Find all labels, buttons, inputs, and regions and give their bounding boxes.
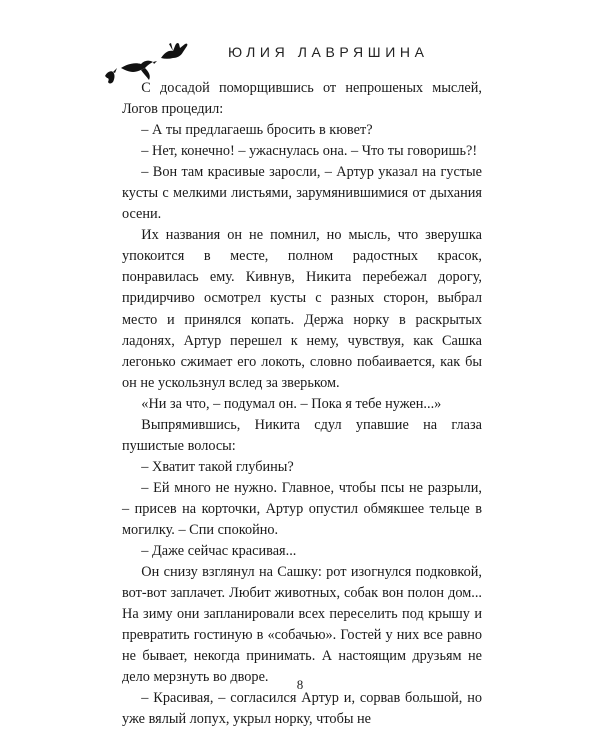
paragraph: Их названия он не помнил, но мысль, что зверушка упокоится в месте, полном радостных красок, понравилась ему. Кивнув, Никита перебежал дорогу, придирчиво осмотрел кусты с разных сторон, выбрал место и принялся копать. Держа норку в раскрытых ладонях, Артур перешел к нему, чувствуя, как Сашка легонько сжимает его локоть, словно побаивается, как бы он не ускользнул вслед за зверьком. <box>122 227 482 391</box>
paragraph: С досадой поморщившись от непрошеных мыслей, Логов процедил: <box>122 80 482 118</box>
paragraph: – А ты предлагаешь бросить в кювет? <box>141 122 373 139</box>
paragraph: «Ни за что, – подумал он. – Пока я тебе нужен...» <box>141 395 442 412</box>
page-number: 8 <box>296 677 304 692</box>
paragraph: – Хватит такой глубины? <box>141 458 294 475</box>
running-head: ЮЛИЯ ЛАВРЯШИНА <box>228 44 429 60</box>
paragraph: Выпрямившись, Никита сдул упавшие на глаза пушистые волосы: <box>122 416 482 454</box>
paragraph: – Даже сейчас красивая... <box>141 543 297 560</box>
paragraph: – Нет, конечно! – ужаснулась она. – Что ты говоришь?! <box>141 143 478 160</box>
body-text <box>122 78 482 730</box>
paragraph: – Красивая, – согласился Артур и, сорвав большой, но уже вялый лопух, укрыл норку, чтобы не <box>122 690 482 728</box>
paragraph: – Вон там красивые заросли, – Артур указал на густые кусты с мелкими листьями, зарумянившимися от дыхания осени. <box>122 164 482 223</box>
paragraph: – Ей много не нужно. Главное, чтобы псы не разрыли, – присев на корточки, Артур опустил обмякшее тельце в могилку. – Спи спокойно. <box>122 479 482 538</box>
bird-icon <box>161 43 187 59</box>
paragraph: Он снизу взглянул на Сашку: рот изогнулся подковкой, вот-вот заплачет. Любит животных, собак вон полон дом... На зиму они запланировали всех переселить под крышу и превратить гостиную в «собачью». Гостей у них все равно не бывает, некогда принимать. А настоящим друзьям не дело мерзнуть во дворе. <box>122 564 482 686</box>
bird-icon <box>105 68 117 84</box>
